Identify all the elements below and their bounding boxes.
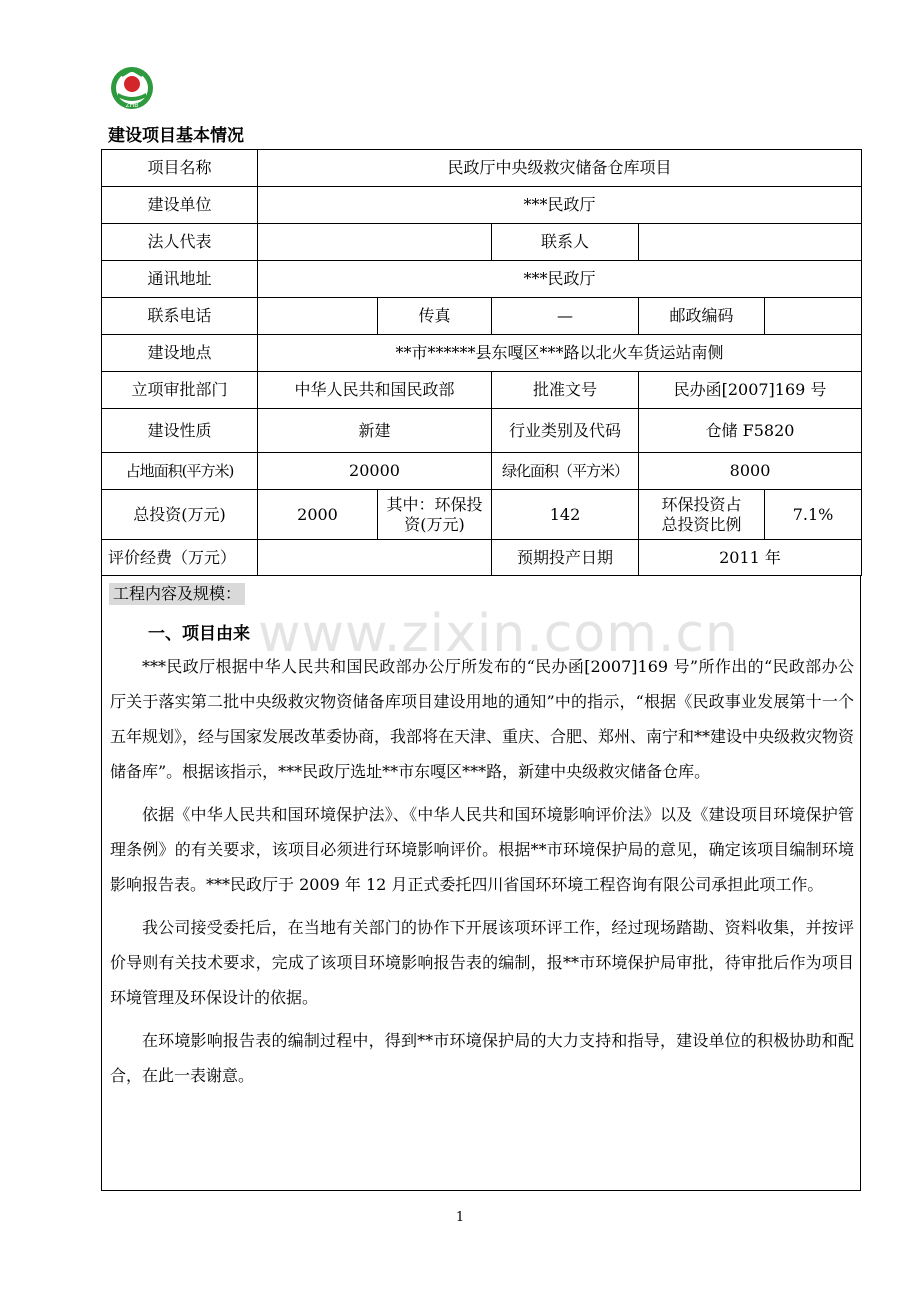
project-name-label: 项目名称 <box>102 150 258 187</box>
date-value: 2011 年 <box>639 540 862 576</box>
green-label: 绿化面积（平方米） <box>492 453 639 490</box>
industry-label: 行业类别及代码 <box>492 409 639 453</box>
ratio-label-line1: 环保投资占 <box>661 494 742 514</box>
table-row <box>102 224 862 261</box>
zhb-logo <box>108 66 158 112</box>
nature-value: 新建 <box>258 409 492 453</box>
table-row <box>102 261 862 298</box>
table-row <box>102 540 862 576</box>
table-row <box>102 187 862 224</box>
section-title: 建设项目基本情况 <box>108 126 244 146</box>
address-label: 通讯地址 <box>102 261 258 298</box>
postcode-label: 邮政编码 <box>639 298 765 335</box>
table-row <box>102 453 862 490</box>
invest-label: 总投资(万元) <box>102 490 258 540</box>
fee-label: 评价经费（万元） <box>102 540 258 576</box>
table-row <box>102 372 862 409</box>
content-body <box>110 649 854 1101</box>
fee-value <box>258 540 492 576</box>
ratio-label-line2: 总投资比例 <box>661 514 742 534</box>
paragraph: 在环境影响报告表的编制过程中，得到**市环境保护局的大力支持和指导，建设单位的积极协助和配合，在此一表谢意。 <box>110 1031 854 1085</box>
area-value: 20000 <box>258 453 492 490</box>
ratio-value: 7.1% <box>765 490 862 540</box>
page-number: 1 <box>455 1210 465 1225</box>
invest-value: 2000 <box>258 490 378 540</box>
fax-label: 传真 <box>378 298 492 335</box>
builder-value: ***民政厅 <box>258 187 862 224</box>
phone-label: 联系电话 <box>102 298 258 335</box>
site-label: 建设地点 <box>102 335 258 372</box>
date-label: 预期投产日期 <box>492 540 639 576</box>
area-label: 占地面积(平方米) <box>102 453 258 490</box>
ratio-label <box>639 490 765 540</box>
project-name-value: 民政厅中央级救灾储备仓库项目 <box>258 150 862 187</box>
contact-label: 联系人 <box>492 224 639 261</box>
table-row <box>102 335 862 372</box>
builder-label: 建设单位 <box>102 187 258 224</box>
paragraph: 我公司接受委托后，在当地有关部门的协作下开展该项环评工作，经过现场踏勘、资料收集，并按评价导则有关技术要求，完成了该项目环境影响报告表的编制，报**市环境保护局审批，待审批后作为项目环境管理及环保设计的依据。 <box>110 918 854 1007</box>
approval-dept-label: 立项审批部门 <box>102 372 258 409</box>
paragraph: 依据《中华人民共和国环境保护法》、《中华人民共和国环境影响评价法》以及《建设项目环境保护管理条例》的有关要求，该项目必须进行环境影响评价。根据**市环境保护局的意见，确定该项目编制环境影响报告表。***民政厅于 2009 年 12 月正式委托四川省国环环境工程咨询有限公司承担此项工作。 <box>110 805 854 894</box>
env-invest-label-line1: 其中：环保投 <box>386 494 483 514</box>
nature-label: 建设性质 <box>102 409 258 453</box>
site-value: **市******县东嘎区***路以北火车货运站南侧 <box>258 335 862 372</box>
table-row <box>102 298 862 335</box>
table-row <box>102 409 862 453</box>
table-row <box>102 490 862 540</box>
env-invest-label-line2: 资(万元) <box>404 514 465 534</box>
green-value: 8000 <box>639 453 862 490</box>
project-info-table <box>101 149 862 576</box>
paragraph: ***民政厅根据中华人民共和国民政部办公厅所发布的“民办函[2007]169 号”所作出的“民政部办公厅关于落实第二批中央级救灾物资储备库项目建设用地的通知”中的指示，“根据《民政事业发展第十一个五年规划》，经与国家发展改革委协商，我部将在天津、重庆、合肥、郑州、南宁和**建设中央级救灾物资储备库”。根据该指示，***民政厅选址**市东嘎区***路，新建中央级救灾储备仓库。 <box>110 657 855 781</box>
fax-value: — <box>492 298 639 335</box>
content-subheading: 一、项目由来 <box>148 624 250 644</box>
env-invest-label <box>378 490 492 540</box>
content-heading: 工程内容及规模： <box>109 583 245 605</box>
env-invest-value: 142 <box>492 490 639 540</box>
approval-doc-label: 批准文号 <box>492 372 639 409</box>
table-row <box>102 150 862 187</box>
industry-value: 仓储 F5820 <box>639 409 862 453</box>
logo-text: ZHB <box>125 102 139 109</box>
legal-rep-value <box>258 224 492 261</box>
approval-doc-value: 民办函[2007]169 号 <box>639 372 862 409</box>
address-value: ***民政厅 <box>258 261 862 298</box>
postcode-value <box>765 298 862 335</box>
contact-value <box>639 224 862 261</box>
content-box <box>101 575 861 1191</box>
phone-value <box>258 298 378 335</box>
watermark: www.zixin.com.cn <box>258 604 739 664</box>
approval-dept-value: 中华人民共和国民政部 <box>258 372 492 409</box>
legal-rep-label: 法人代表 <box>102 224 258 261</box>
